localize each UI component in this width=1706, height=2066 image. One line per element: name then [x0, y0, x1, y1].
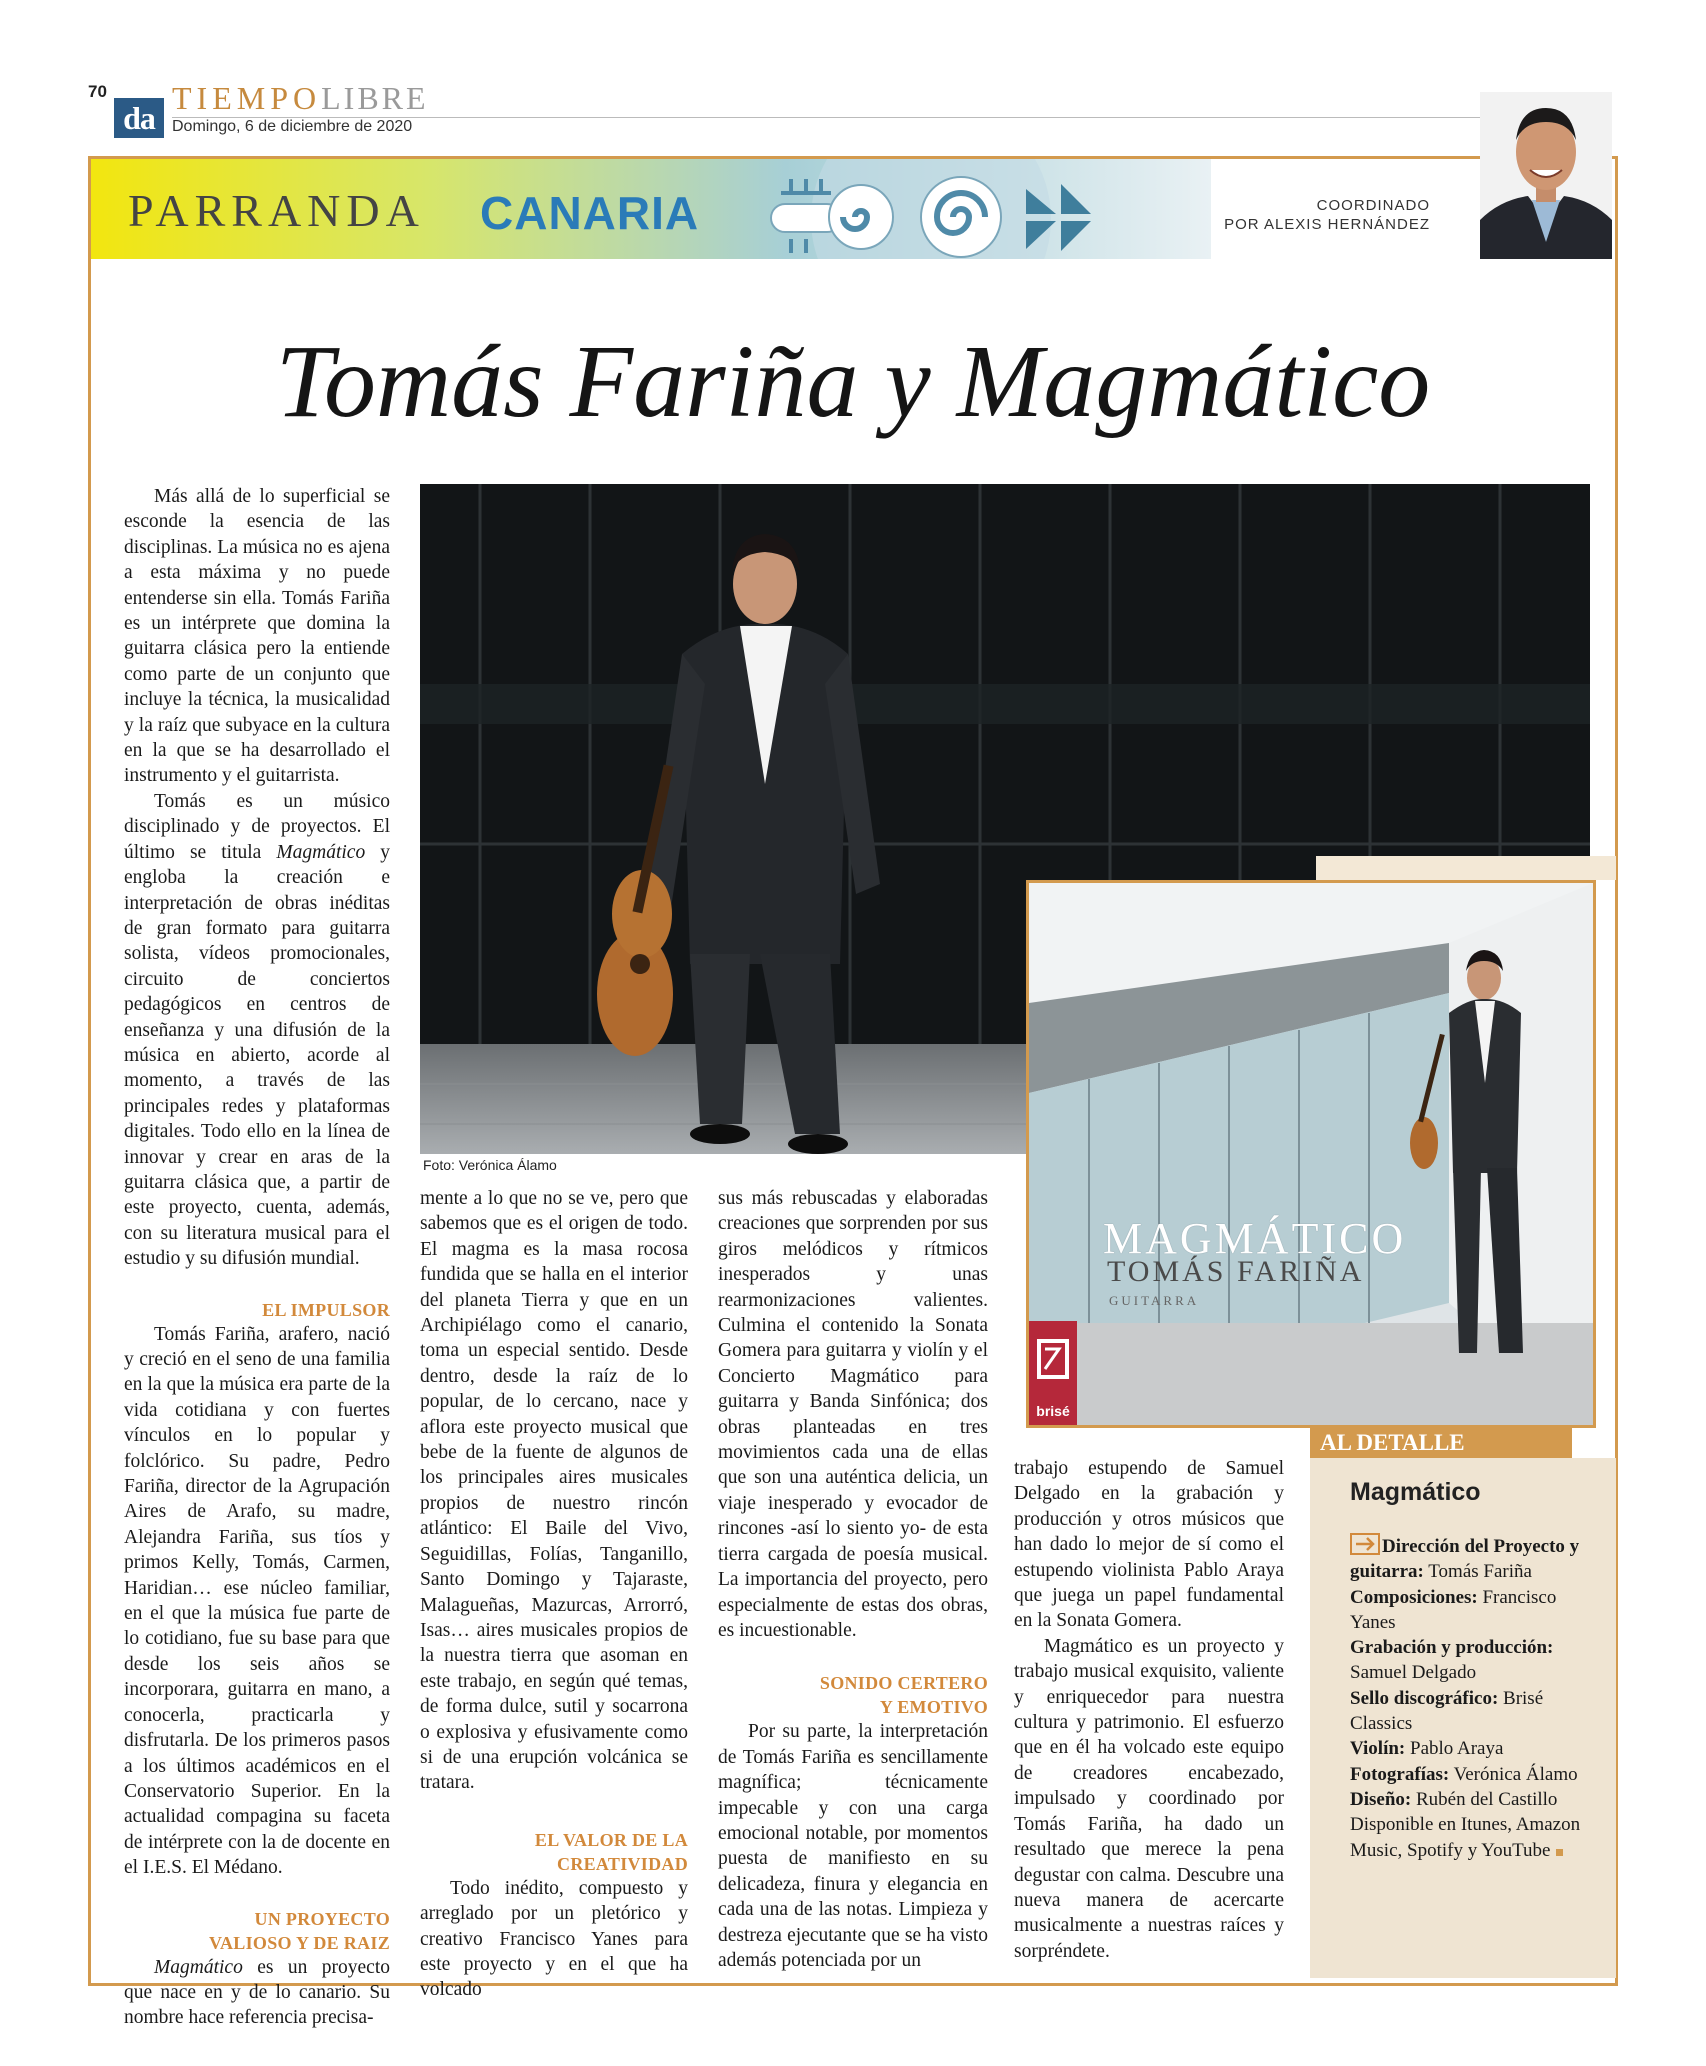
banner-title-part1: PARRANDA	[128, 185, 425, 236]
coordinator-line1: COORDINADO	[1316, 197, 1430, 214]
detail-item	[1350, 1635, 1590, 1686]
detail-item-label: Sello discográfico:	[1350, 1687, 1499, 1709]
album-label-logo	[1029, 1321, 1077, 1425]
album-subtitle: GUITARRA	[1109, 1293, 1200, 1308]
detail-item	[1350, 1762, 1590, 1787]
album-label-text: brisé	[1036, 1403, 1070, 1419]
subhead-un-proyecto-line2: VALIOSO Y DE RAIZ	[209, 1932, 390, 1953]
col1-paragraph-3: Tomás Fariña, arafero, nació y creció en el seno de una familia en la que la música era parte de la vida cotidiana y con fuertes vínculos en lo popular y folclórico. Su padre, Pedro Fariña, director de la Agrupación Aires de Arafo, su madre, Alejandra Fariña, sus tíos y primos Kelly, Tomás, Carmen, Haridian… ese núcleo familiar, en el que la música fue parte de lo cotidiano, fue su base para que desde los seis años se incorporara, guitarra en mano, a conocerla, practicarla y disfrutarla. De los primeros pasos a los últimos académicos en el Conservatorio Superior. En la actualidad compagina su faceta de intérprete con la de docente en el I.E.S. El Médano.	[124, 1323, 390, 1879]
detail-item-label: Composiciones:	[1350, 1586, 1478, 1608]
newspaper-logo: da	[114, 98, 164, 138]
col1-paragraph-2a: Tomás es un músico disciplinado y de proyectos. El último se titula	[124, 790, 390, 863]
album-title: MAGMÁTICO	[1103, 1214, 1407, 1263]
subhead-un-proyecto-line1: UN PROYECTO	[254, 1908, 390, 1929]
detail-item-label: Dirección del Proyecto y guitarra:	[1350, 1536, 1580, 1583]
photo-caption: Foto: Verónica Álamo	[423, 1157, 557, 1173]
detail-item-label: Violín:	[1350, 1738, 1406, 1760]
album-artist: TOMÁS FARIÑA	[1107, 1255, 1365, 1288]
article-column-2	[420, 1186, 688, 2003]
col4-paragraph-1: trabajo estupendo de Samuel Delgado en la grabación y producción y otros músicos que han dado lo mejor de sí como el estupendo violinista Pablo Araya que juega un papel fundamental en la Sonata Gomera.	[1014, 1458, 1284, 1632]
section-title-part1: TIEMPO	[172, 80, 322, 116]
subhead-el-impulsor: EL IMPULSOR	[262, 1299, 390, 1320]
detail-available	[1350, 1812, 1590, 1863]
subhead-el-valor-line1: EL VALOR DE LA	[534, 1829, 688, 1850]
col3-paragraph-2: Por su parte, la interpretación de Tomás Fariña es sencillamente magnífica; técnicamente impecable y con una carga emocional notable, por momentos puesta de manifiesto en su delicadeza, finura y elegancia en cada una de las notas. Limpieza y destreza ejecutante que se ha visto además potenciada por un	[718, 1721, 988, 1971]
coordinator-line2: POR ALEXIS HERNÁNDEZ	[1224, 216, 1430, 233]
end-square-icon	[1556, 1849, 1563, 1856]
section-title-part2: LIBRE	[321, 80, 429, 116]
issue-date: Domingo, 6 de diciembre de 2020	[172, 118, 413, 135]
subhead-un-proyecto	[124, 1907, 390, 1955]
detail-available-text: Disponible en Itunes, Amazon Music, Spotify y YouTube	[1350, 1814, 1581, 1861]
article-column-4	[1014, 1456, 1284, 1964]
detail-item-label: Fotografías:	[1350, 1763, 1450, 1785]
detail-item-value: Verónica Álamo	[1449, 1763, 1578, 1785]
detail-item	[1350, 1585, 1590, 1636]
subhead-sonido-certero	[718, 1671, 988, 1719]
col1-paragraph-2	[124, 789, 390, 1272]
coordinator-credit	[1150, 196, 1430, 234]
col2-paragraph-2: Todo inédito, compuesto y arreglado por un pletórico y creativo Francisco Yanes para este proyecto y en el que ha volcado	[420, 1877, 688, 2001]
col4-paragraph-2: Magmático es un proyecto y trabajo musical exquisito, valiente y enriquecedor para nuestra cultura y patrimonio. El esfuerzo que en él ha volcado este equipo de creadores encabezado, impulsado y coordinado por Tomás Fariña, ha dado un resultado que merece la pena degustar con calma. Descubre una nueva manera de acercarte musicalmente a nuestras raíces y sorpréndete.	[1014, 1635, 1284, 1962]
detail-item	[1350, 1533, 1590, 1585]
detail-item	[1350, 1787, 1590, 1812]
detail-item-label: Diseño:	[1350, 1788, 1412, 1810]
col1-paragraph-4	[124, 1955, 390, 2031]
col2-paragraph-1: mente a lo que no se ve, pero que sabemos que es el origen de todo. El magma es la masa rocosa fundida que se halla en el interior del planeta Tierra y que en un Archipiélago como el canario, toma un especial sentido. Desde dentro, desde la raíz de lo popular, de lo cercano, nace y aflora este proyecto musical que bebe de la fuente de algunos de los principales aires musicales propios de nuestro rincón atlántico: El Baile del Vivo, Seguidillas, Folías, Tanganillo, Santo Domingo y Tajaraste, Malagueñas, Mazurcas, Arrorró, Isas… aires musicales propios de la nuestra tierra que asoman en este trabajo, en según qué temas, de forma dulce, sutil y socarrona o explosiva y efusivamente como si de una erupción volcánica se tratara.	[420, 1188, 688, 1794]
subhead-el-valor	[420, 1828, 688, 1876]
arrow-icon	[1350, 1533, 1380, 1555]
article-column-3	[718, 1186, 988, 1973]
album-tab-strip	[1316, 856, 1616, 880]
subhead-el-valor-line2: CREATIVIDAD	[557, 1853, 688, 1874]
detail-item	[1350, 1736, 1590, 1761]
detail-list	[1350, 1533, 1590, 1863]
detail-item-value: Brisé Classics	[1350, 1687, 1544, 1735]
detail-title: Magmático	[1350, 1478, 1481, 1506]
article-headline: Tomás Fariña y Magmático	[275, 324, 1431, 439]
detail-tab: AL DETALLE	[1310, 1428, 1572, 1458]
article-column-1	[124, 484, 390, 2031]
subhead-sonido-line2: Y EMOTIVO	[879, 1697, 988, 1718]
col1-paragraph-4-emphasis: Magmático	[154, 1956, 243, 1978]
detail-item-value: Tomás Fariña	[1423, 1561, 1532, 1583]
album-cover	[1029, 883, 1593, 1425]
detail-item-label: Grabación y producción:	[1350, 1637, 1554, 1659]
section-title	[172, 80, 429, 117]
detail-item	[1350, 1686, 1590, 1737]
coordinator-photo	[1480, 92, 1612, 259]
detail-item-value: Samuel Delgado	[1350, 1662, 1477, 1684]
col1-paragraph-2b: y engloba la creación e interpretación de obras inéditas de gran formato para guitarra solista, vídeos promocionales, circuito de conciertos pedagógicos en centros de enseñanza y una difusión de la música en abierto, acorde al momento, a través de las principales redes y plataformas digitales. Todo ello en la línea de innovar y crear en aras de la guitarra clásica que, a partir de este proyecto, cuenta, además, con su literatura musical para el estudio y su difusión mundial.	[124, 841, 390, 1270]
col3-paragraph-1: sus más rebuscadas y elaboradas creaciones que sorprenden por sus giros melódicos y rítmicos inesperados y unas rearmonizaciones valientes. Culmina el contenido la Sonata Gomera para guitarra y violín y el Concierto Magmático para guitarra y Banda Sinfónica; dos obras planteadas en tres movimientos cada una de ellas que son una auténtica delicia, un viaje inesperado y evocador de rincones -así lo siento yo- de esta tierra cargada de poesía musical. La importancia del proyecto, pero especialmente de estas dos obras, es incuestionable.	[718, 1188, 988, 1641]
col1-paragraph-1: Más allá de lo superficial se esconde la esencia de las disciplinas. La música no es ajena a esta máxima y no puede entenderse sin ella. Tomás Fariña es un intérprete que domina la guitarra clásica pero la entiende como parte de un conjunto que incluye la técnica, la musicalidad y la raíz que subyace en la cultura en la que se ha desarrollado el instrumento y el guitarrista.	[124, 486, 390, 787]
detail-item-value: Pablo Araya	[1405, 1738, 1504, 1760]
page-number: 70	[88, 82, 107, 101]
detail-item-value: Francisco Yanes	[1350, 1586, 1557, 1633]
subhead-sonido-line1: SONIDO CERTERO	[819, 1673, 988, 1694]
banner-title-part2: CANARIA	[480, 187, 700, 239]
detail-item-value: Rubén del Castillo	[1411, 1788, 1558, 1810]
col1-paragraph-4-text: es un proyecto que nace en y de lo canario. Su nombre hace referencia precisa-	[124, 1956, 390, 2029]
col1-paragraph-2-emphasis: Magmático	[276, 841, 366, 863]
